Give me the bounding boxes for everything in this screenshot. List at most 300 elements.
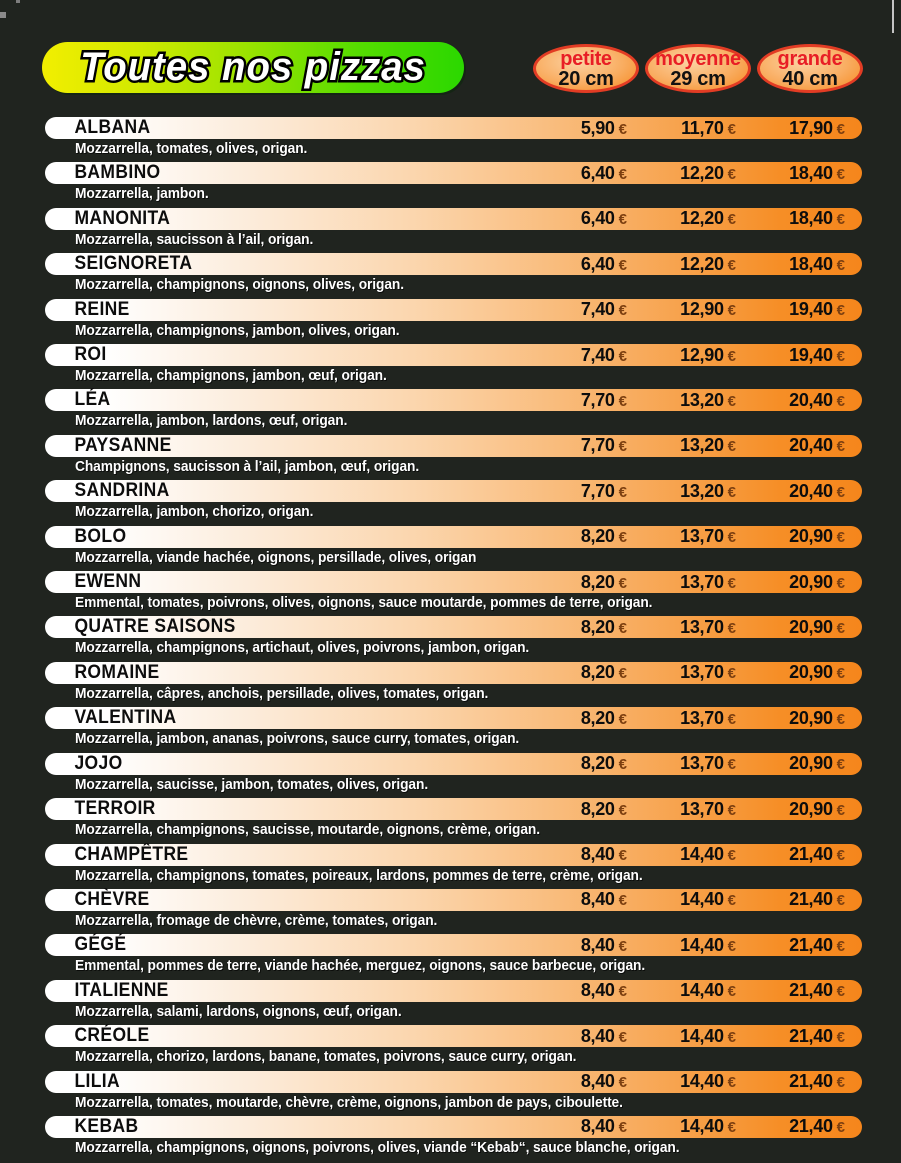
price-moyenne [627, 526, 736, 547]
price-value: 13,70 [680, 798, 724, 819]
euro-sign: € [727, 710, 736, 728]
euro-sign: € [618, 483, 627, 501]
pizza-name: JOJO [74, 752, 123, 774]
price-value: 12,90 [680, 299, 724, 320]
euro-sign: € [727, 302, 736, 320]
euro-sign: € [618, 165, 627, 183]
euro-sign: € [836, 619, 845, 637]
price-petite [518, 526, 627, 547]
euro-sign: € [836, 574, 845, 592]
price-petite [518, 980, 627, 1001]
euro-sign: € [836, 710, 845, 728]
pizza-bar [45, 435, 862, 457]
pizza-list [45, 117, 862, 1161]
euro-sign: € [727, 165, 736, 183]
pizza-bar [45, 480, 862, 502]
euro-sign: € [618, 529, 627, 547]
menu-row [45, 889, 862, 934]
pizza-bar [45, 571, 862, 593]
pizza-description: Mozzarrella, saucisse, jambon, tomates, olives, origan. [75, 776, 429, 793]
size-badge-petite [533, 44, 639, 93]
menu-row [45, 299, 862, 344]
menu-row [45, 1116, 862, 1161]
size-badge-grande [757, 44, 863, 93]
pizza-bar [45, 253, 862, 275]
menu-row [45, 980, 862, 1025]
price-value: 21,40 [789, 1025, 833, 1046]
pizza-description: Mozzarrella, fromage de chèvre, crème, tomates, origan. [75, 912, 438, 929]
pizza-description: Mozzarrella, champignons, oignons, poivrons, olives, viande “Kebab“, sauce blanche, origan. [75, 1139, 680, 1156]
size-badge-moyenne [645, 44, 751, 93]
price-grande [736, 799, 845, 820]
euro-sign: € [727, 347, 736, 365]
pizza-bar [45, 980, 862, 1002]
pizza-bar [45, 1116, 862, 1138]
euro-sign: € [836, 892, 845, 910]
price-petite [518, 617, 627, 638]
price-grande [736, 208, 845, 229]
price-value: 13,70 [680, 662, 724, 683]
pizza-name: QUATRE SAISONS [74, 616, 236, 638]
price-value: 7,40 [580, 299, 615, 320]
price-grande [736, 844, 845, 865]
euro-sign: € [727, 937, 736, 955]
pizza-bar [45, 162, 862, 184]
pizza-bar [45, 753, 862, 775]
price-value: 12,20 [680, 253, 724, 274]
pizza-bar [45, 389, 862, 411]
euro-sign: € [618, 211, 627, 229]
pizza-description: Mozzarrella, salami, lardons, oignons, œuf, origan. [75, 1003, 402, 1020]
price-petite [518, 481, 627, 502]
menu-row [45, 1071, 862, 1116]
euro-sign: € [836, 756, 845, 774]
price-moyenne [627, 662, 736, 683]
price-value: 20,40 [789, 480, 833, 501]
pizza-bar [45, 844, 862, 866]
price-grande [736, 390, 845, 411]
euro-sign: € [836, 801, 845, 819]
euro-sign: € [618, 801, 627, 819]
price-petite [518, 435, 627, 456]
pizza-name: ITALIENNE [74, 979, 169, 1001]
price-petite [518, 299, 627, 320]
price-petite [518, 889, 627, 910]
price-petite [518, 662, 627, 683]
menu-row [45, 571, 862, 616]
price-value: 20,90 [789, 662, 833, 683]
pizza-description: Mozzarrella, champignons, saucisse, moutarde, oignons, crème, origan. [75, 822, 540, 839]
menu-row [45, 662, 862, 707]
price-value: 8,20 [580, 662, 615, 683]
euro-sign: € [618, 665, 627, 683]
price-petite [518, 1116, 627, 1137]
price-moyenne [627, 708, 736, 729]
price-moyenne [627, 935, 736, 956]
euro-sign: € [727, 120, 736, 138]
price-value: 20,90 [789, 707, 833, 728]
pizza-description: Mozzarrella, câpres, anchois, persillade, olives, tomates, origan. [75, 685, 489, 702]
price-value: 8,40 [580, 889, 615, 910]
menu-row [45, 344, 862, 389]
size-name: grande [777, 47, 843, 70]
price-value: 13,20 [680, 389, 724, 410]
menu-row [45, 117, 862, 162]
price-value: 20,90 [789, 526, 833, 547]
euro-sign: € [618, 392, 627, 410]
pizza-bar [45, 117, 862, 139]
euro-sign: € [836, 983, 845, 1001]
euro-sign: € [618, 438, 627, 456]
pizza-description: Mozzarrella, jambon, lardons, œuf, origan. [75, 413, 348, 430]
price-petite [518, 1071, 627, 1092]
price-petite [518, 208, 627, 229]
euro-sign: € [836, 347, 845, 365]
price-grande [736, 1116, 845, 1137]
euro-sign: € [618, 892, 627, 910]
euro-sign: € [618, 847, 627, 864]
price-grande [736, 1026, 845, 1047]
price-grande [736, 1071, 845, 1092]
pizza-name: GÉGÉ [74, 934, 127, 956]
euro-sign: € [727, 983, 736, 1001]
price-moyenne [627, 844, 736, 865]
pizza-name: ROMAINE [74, 661, 160, 683]
euro-sign: € [836, 165, 845, 183]
price-petite [518, 753, 627, 774]
price-value: 21,40 [789, 980, 833, 1001]
price-grande [736, 889, 845, 910]
menu-row [45, 208, 862, 253]
price-grande [736, 526, 845, 547]
price-moyenne [627, 1071, 736, 1092]
pizza-name: SEIGNORETA [74, 253, 193, 275]
price-petite [518, 935, 627, 956]
price-moyenne [627, 118, 736, 139]
price-moyenne [627, 1116, 736, 1137]
price-value: 8,20 [580, 526, 615, 547]
price-grande [736, 254, 845, 275]
euro-sign: € [727, 529, 736, 547]
euro-sign: € [836, 211, 845, 229]
pizza-bar [45, 889, 862, 911]
price-value: 21,40 [789, 844, 833, 864]
size-diameter: 29 cm [670, 67, 726, 90]
menu-row [45, 844, 862, 889]
menu-title: Toutes nos pizzas [80, 45, 426, 89]
pizza-name: PAYSANNE [74, 434, 172, 456]
pizza-description: Mozzarrella, chorizo, lardons, banane, tomates, poivrons, sauce curry, origan. [75, 1049, 577, 1066]
pizza-description: Mozzarrella, champignons, tomates, poireaux, lardons, pommes de terre, crème, origan. [75, 867, 643, 884]
euro-sign: € [836, 302, 845, 320]
euro-sign: € [727, 665, 736, 683]
pizza-bar [45, 616, 862, 638]
price-value: 20,90 [789, 753, 833, 774]
price-moyenne [627, 481, 736, 502]
pizza-name: BAMBINO [74, 162, 161, 184]
price-moyenne [627, 345, 736, 366]
euro-sign: € [836, 665, 845, 683]
price-petite [518, 708, 627, 729]
price-value: 21,40 [789, 1071, 833, 1092]
euro-sign: € [618, 983, 627, 1001]
euro-sign: € [836, 1119, 845, 1137]
euro-sign: € [618, 1119, 627, 1137]
euro-sign: € [836, 1074, 845, 1092]
menu-row [45, 798, 862, 843]
price-value: 14,40 [680, 1071, 724, 1092]
price-petite [518, 1026, 627, 1047]
price-petite [518, 254, 627, 275]
price-grande [736, 708, 845, 729]
menu-row [45, 1025, 862, 1070]
pizza-description: Emmental, tomates, poivrons, olives, oignons, sauce moutarde, pommes de terre, origan. [75, 595, 653, 612]
pizza-description: Emmental, pommes de terre, viande hachée, merguez, oignons, sauce barbecue, origan. [75, 958, 646, 975]
euro-sign: € [618, 937, 627, 955]
size-diameter: 20 cm [558, 67, 614, 90]
price-grande [736, 662, 845, 683]
euro-sign: € [836, 120, 845, 138]
pizza-bar [45, 1071, 862, 1093]
price-value: 17,90 [789, 117, 833, 138]
price-value: 20,90 [789, 571, 833, 592]
menu-row [45, 162, 862, 207]
price-moyenne [627, 572, 736, 593]
euro-sign: € [727, 892, 736, 910]
price-grande [736, 118, 845, 139]
euro-sign: € [836, 847, 845, 864]
euro-sign: € [727, 256, 736, 274]
price-petite [518, 118, 627, 139]
pizza-name: ALBANA [74, 117, 151, 138]
pizza-description: Mozzarrella, jambon, chorizo, origan. [75, 504, 314, 521]
price-value: 11,70 [681, 117, 724, 138]
price-value: 18,40 [789, 208, 833, 229]
menu-row [45, 435, 862, 480]
price-moyenne [627, 435, 736, 456]
price-value: 21,40 [789, 1116, 833, 1137]
pizza-bar [45, 208, 862, 230]
price-value: 8,40 [580, 934, 615, 955]
price-value: 18,40 [789, 253, 833, 274]
euro-sign: € [727, 756, 736, 774]
pizza-name: LILIA [74, 1070, 120, 1092]
price-value: 20,90 [789, 616, 833, 637]
pizza-name: CRÉOLE [74, 1025, 150, 1047]
euro-sign: € [836, 392, 845, 410]
euro-sign: € [618, 302, 627, 320]
price-value: 12,90 [680, 344, 724, 365]
price-moyenne [627, 753, 736, 774]
pizza-name: MANONITA [74, 207, 171, 229]
pizza-bar [45, 344, 862, 366]
euro-sign: € [727, 574, 736, 592]
pizza-name: SANDRINA [74, 480, 170, 502]
price-value: 14,40 [680, 889, 724, 910]
euro-sign: € [836, 1028, 845, 1046]
pizza-name: TERROIR [74, 798, 156, 820]
pizza-name: REINE [74, 298, 130, 320]
pizza-name: BOLO [74, 525, 127, 547]
price-value: 8,20 [580, 707, 615, 728]
size-name: petite [560, 47, 612, 70]
euro-sign: € [618, 619, 627, 637]
price-moyenne [627, 799, 736, 820]
price-value: 21,40 [789, 889, 833, 910]
menu-row [45, 253, 862, 298]
pizza-description: Mozzarrella, viande hachée, oignons, persillade, olives, origan [75, 549, 477, 566]
price-moyenne [627, 163, 736, 184]
scan-artifact-mark [0, 12, 6, 18]
price-value: 7,70 [580, 389, 615, 410]
price-value: 5,90 [580, 117, 615, 138]
price-value: 13,70 [680, 707, 724, 728]
pizza-description: Mozzarrella, tomates, olives, origan. [75, 141, 308, 157]
pizza-name: ROI [74, 344, 107, 366]
price-value: 8,40 [580, 980, 615, 1001]
euro-sign: € [836, 529, 845, 547]
pizza-description: Mozzarrella, champignons, jambon, œuf, origan. [75, 368, 387, 385]
euro-sign: € [618, 1074, 627, 1092]
price-value: 8,40 [580, 844, 615, 864]
menu-row [45, 616, 862, 661]
price-moyenne [627, 1026, 736, 1047]
pizza-name: CHÈVRE [74, 888, 150, 910]
pizza-bar [45, 934, 862, 956]
price-value: 8,20 [580, 753, 615, 774]
euro-sign: € [618, 1028, 627, 1046]
menu-title-banner [42, 42, 464, 93]
pizza-description: Mozzarrella, saucisson à l’ail, origan. [75, 231, 314, 248]
price-value: 21,40 [789, 934, 833, 955]
menu-row [45, 707, 862, 752]
pizza-bar [45, 526, 862, 548]
euro-sign: € [727, 1074, 736, 1092]
price-grande [736, 980, 845, 1001]
price-grande [736, 753, 845, 774]
price-grande [736, 435, 845, 456]
pizza-description: Mozzarrella, jambon, ananas, poivrons, sauce curry, tomates, origan. [75, 731, 520, 748]
pizza-name: KEBAB [74, 1115, 139, 1137]
euro-sign: € [727, 801, 736, 819]
price-petite [518, 844, 627, 865]
euro-sign: € [618, 347, 627, 365]
menu-row [45, 480, 862, 525]
euro-sign: € [727, 392, 736, 410]
pizza-bar [45, 1025, 862, 1047]
price-value: 6,40 [580, 162, 615, 183]
price-value: 12,20 [680, 208, 724, 229]
pizza-description: Mozzarrella, tomates, moutarde, chèvre, crème, oignons, jambon de pays, ciboulette. [75, 1094, 623, 1111]
price-value: 6,40 [580, 253, 615, 274]
euro-sign: € [727, 1119, 736, 1137]
price-grande [736, 299, 845, 320]
size-diameter: 40 cm [782, 67, 838, 90]
euro-sign: € [727, 847, 736, 864]
price-value: 14,40 [680, 980, 724, 1001]
price-value: 8,20 [580, 798, 615, 819]
price-value: 19,40 [789, 344, 833, 365]
scan-artifact-mark [16, 0, 20, 3]
price-moyenne [627, 889, 736, 910]
price-grande [736, 345, 845, 366]
price-petite [518, 163, 627, 184]
scan-artifact-line [892, 0, 894, 33]
price-value: 8,20 [580, 571, 615, 592]
price-petite [518, 345, 627, 366]
price-value: 6,40 [580, 208, 615, 229]
price-moyenne [627, 299, 736, 320]
pizza-bar [45, 662, 862, 684]
price-moyenne [627, 617, 736, 638]
price-value: 13,70 [680, 526, 724, 547]
euro-sign: € [618, 710, 627, 728]
pizza-name: VALENTINA [74, 707, 177, 729]
price-grande [736, 163, 845, 184]
price-value: 14,40 [680, 934, 724, 955]
price-value: 13,20 [680, 435, 724, 456]
euro-sign: € [727, 1028, 736, 1046]
price-value: 13,70 [680, 616, 724, 637]
pizza-description: Champignons, saucisson à l’ail, jambon, œuf, origan. [75, 458, 420, 475]
price-moyenne [627, 254, 736, 275]
menu-row [45, 934, 862, 979]
price-grande [736, 481, 845, 502]
pizza-bar [45, 299, 862, 321]
price-petite [518, 390, 627, 411]
euro-sign: € [618, 574, 627, 592]
euro-sign: € [836, 256, 845, 274]
price-value: 8,40 [580, 1025, 615, 1046]
menu-row [45, 526, 862, 571]
price-value: 12,20 [680, 162, 724, 183]
price-value: 8,40 [580, 1116, 615, 1137]
price-moyenne [627, 208, 736, 229]
euro-sign: € [727, 211, 736, 229]
price-grande [736, 617, 845, 638]
price-value: 13,70 [680, 571, 724, 592]
price-value: 20,90 [789, 798, 833, 819]
pizza-description: Mozzarrella, jambon. [75, 186, 209, 203]
price-grande [736, 935, 845, 956]
euro-sign: € [618, 756, 627, 774]
price-value: 8,40 [580, 1071, 615, 1092]
euro-sign: € [727, 483, 736, 501]
pizza-name: LÉA [74, 389, 111, 411]
price-value: 20,40 [789, 389, 833, 410]
price-moyenne [627, 980, 736, 1001]
price-value: 13,20 [680, 480, 724, 501]
euro-sign: € [727, 619, 736, 637]
pizza-bar [45, 707, 862, 729]
euro-sign: € [618, 120, 627, 138]
price-value: 20,40 [789, 435, 833, 456]
price-value: 14,40 [680, 1116, 724, 1137]
menu-row [45, 753, 862, 798]
price-value: 13,70 [680, 753, 724, 774]
price-value: 7,70 [580, 480, 615, 501]
price-petite [518, 799, 627, 820]
price-value: 8,20 [580, 616, 615, 637]
price-grande [736, 572, 845, 593]
euro-sign: € [618, 256, 627, 274]
menu-row [45, 389, 862, 434]
price-value: 7,70 [580, 435, 615, 456]
price-value: 14,40 [680, 1025, 724, 1046]
pizza-bar [45, 798, 862, 820]
pizza-description: Mozzarrella, champignons, oignons, olives, origan. [75, 277, 404, 294]
price-value: 7,40 [580, 344, 615, 365]
